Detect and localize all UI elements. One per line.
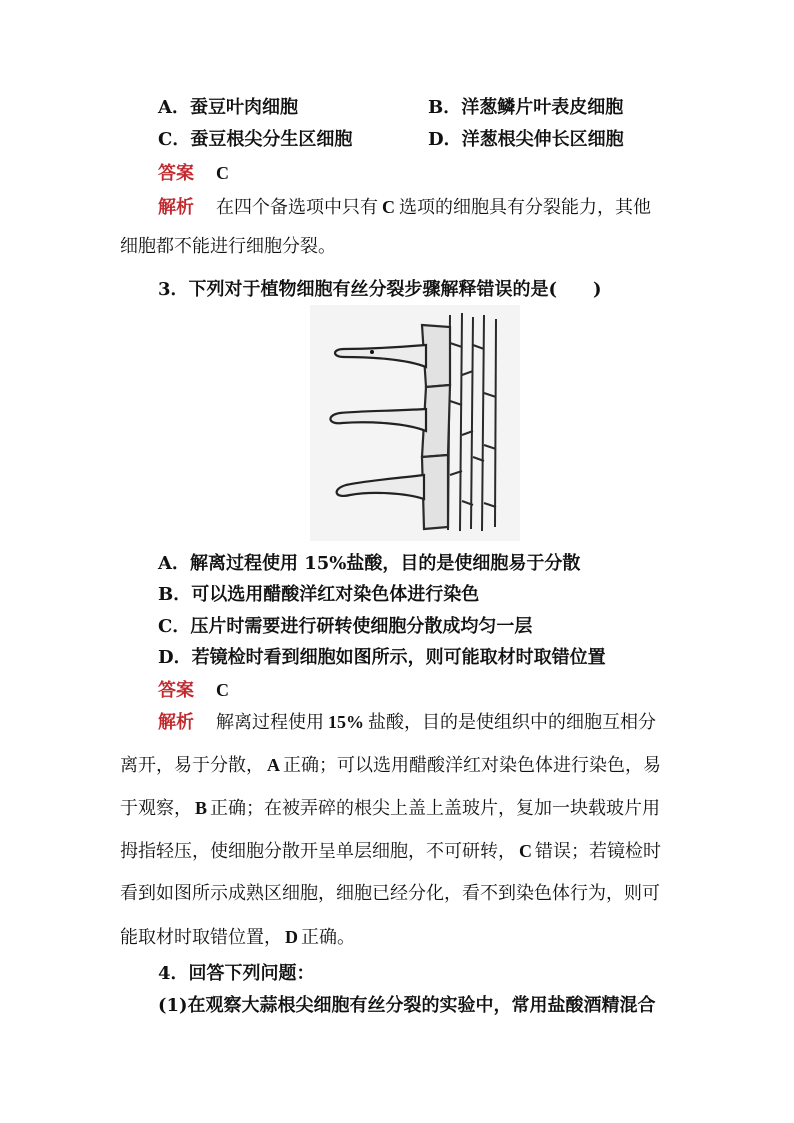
analysis-label: 解析	[158, 712, 194, 733]
option-letter: C	[519, 841, 532, 861]
root-hair-cells-figure	[310, 305, 520, 541]
q3-analysis-line-3: 于观察， B 正确；在被弄碎的根尖上盖上盖玻片，复加一块载玻片用	[120, 798, 661, 819]
q4-stem: 4．回答下列问题：	[158, 963, 315, 984]
option-letter: C	[382, 197, 395, 217]
q3-option-d: D．若镜检时看到细胞如图所示，则可能取材时取错位置	[158, 647, 606, 668]
analysis-text: 选项的细胞具有分裂能力，其他	[399, 197, 651, 218]
q2-option-b: B．洋葱鳞片叶表皮细胞	[428, 97, 624, 118]
option-letter: D	[285, 927, 298, 947]
analysis-text: 在四个备选项中只有	[216, 197, 378, 218]
q4-subquestion-1: (1)在观察大蒜根尖细胞有丝分裂的实验中，常用盐酸酒精混合	[158, 995, 656, 1016]
q2-analysis-line-1	[158, 195, 651, 220]
analysis-text: 解离过程使用	[216, 712, 324, 733]
answer-label: 答案	[158, 163, 194, 184]
q2-option-a: A．蚕豆叶肉细胞	[158, 97, 298, 118]
percent-value: 15%	[328, 712, 364, 732]
q2-option-c: C．蚕豆根尖分生区细胞	[158, 129, 353, 150]
q3-option-b: B．可以选用醋酸洋红对染色体进行染色	[158, 584, 480, 605]
q3-option-c: C．压片时需要进行研转使细胞分散成均匀一层	[158, 616, 533, 637]
option-letter: B	[195, 798, 208, 818]
q2-option-d: D．洋葱根尖伸长区细胞	[428, 129, 624, 150]
analysis-label: 解析	[158, 197, 194, 218]
q2-analysis-line-2: 细胞都不能进行细胞分裂。	[120, 236, 336, 257]
answer-value: C	[216, 163, 229, 183]
q3-analysis-line-2: 离开，易于分散， A 正确；可以选用醋酸洋红对染色体进行染色，易	[120, 755, 661, 776]
q3-stem: 3．下列对于植物细胞有丝分裂步骤解释错误的是( )	[158, 279, 602, 300]
answer-label: 答案	[158, 680, 194, 701]
analysis-text: 盐酸，目的是使组织中的细胞互相分	[368, 712, 656, 733]
q3-answer	[158, 678, 229, 703]
q2-answer	[158, 161, 229, 186]
q3-analysis-line-6: 能取材时取错位置， D 正确。	[120, 927, 355, 948]
answer-value: C	[216, 680, 229, 700]
q3-option-a: A．解离过程使用 15%盐酸，目的是使细胞易于分散	[158, 553, 581, 574]
q3-analysis-line-5: 看到如图所示成熟区细胞，细胞已经分化，看不到染色体行为，则可	[120, 883, 660, 904]
q3-analysis-line-1	[158, 710, 656, 735]
q3-analysis-line-4: 拇指轻压，使细胞分散开呈单层细胞，不可研转， C 错误；若镜检时	[120, 841, 661, 862]
option-letter: A	[267, 755, 280, 775]
